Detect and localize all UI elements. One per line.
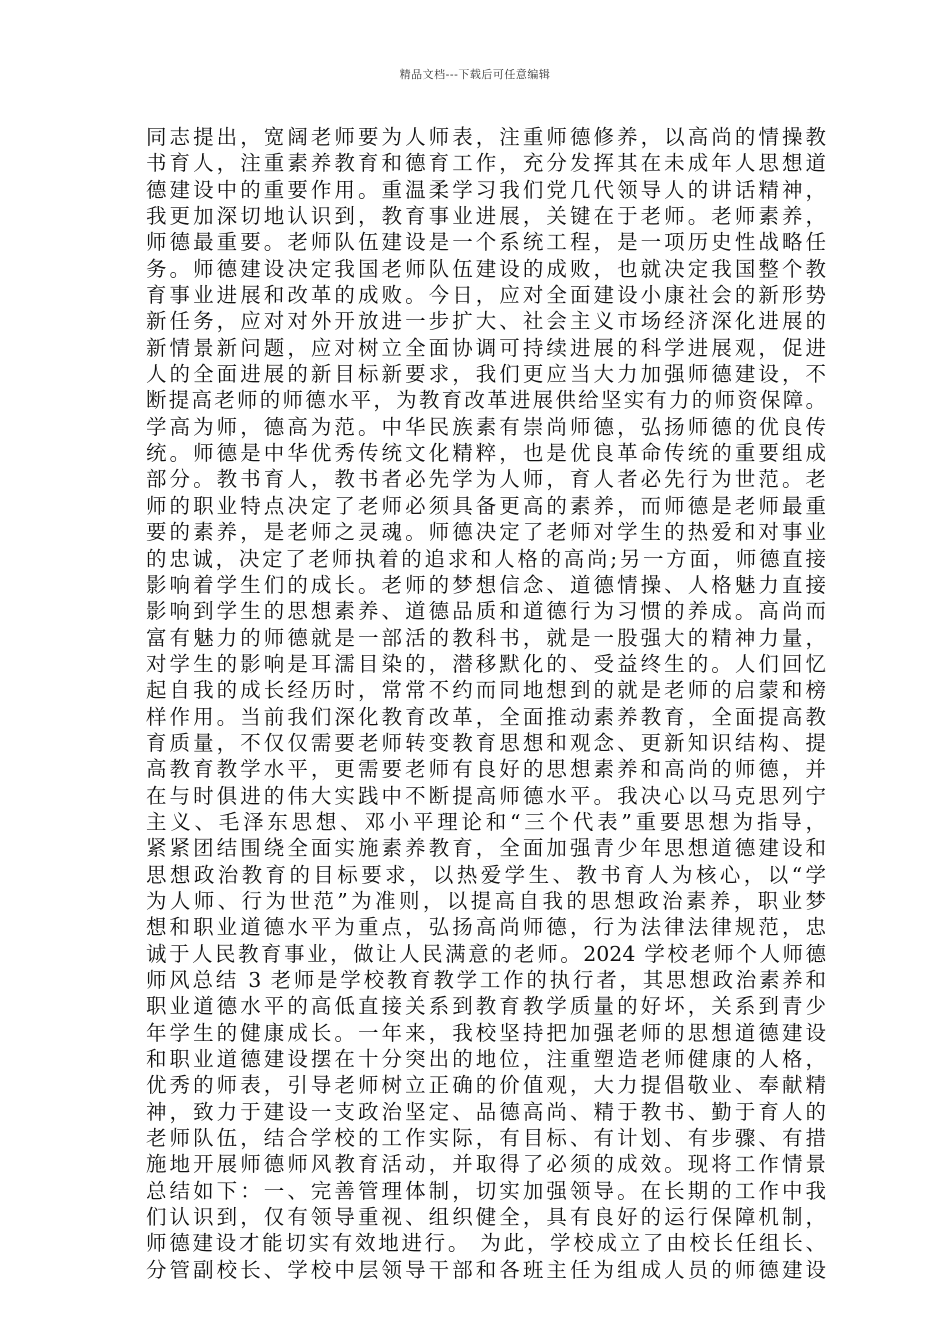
body-text-line: 影响着学生们的成长。老师的梦想信念、道德情操、人格魅力直接 [146, 572, 826, 597]
body-text-line: 统。师德是中华优秀传统文化精粹，也是优良革命传统的重要组成 [146, 441, 826, 466]
body-text-line: 分管副校长、学校中层领导干部和各班主任为组成人员的师德建设 [146, 1257, 826, 1282]
body-text-line: 为人师、行为世范”为准则，以提高自我的思想政治素养，职业梦 [146, 888, 826, 913]
body-text-line: 思想政治教育的目标要求，以热爱学生、教书育人为核心，以“学 [146, 862, 826, 887]
body-text-line: 们认识到，仅有领导重视、组织健全，具有良好的运行保障机制， [146, 1205, 826, 1230]
body-text-line: 师德建设才能切实有效地进行。 为此，学校成立了由校长任组长、 [146, 1231, 826, 1256]
body-text-line: 高教育教学水平，更需要老师有良好的思想素养和高尚的师德，并 [146, 757, 826, 782]
body-text-line: 诚于人民教育事业，做让人民满意的老师。2024 学校老师个人师德 [146, 941, 826, 966]
body-text-line: 师风总结 3 老师是学校教育教学工作的执行者，其思想政治素养和 [146, 968, 826, 992]
body-text-line: 起自我的成长经历时，常常不约而同地想到的就是老师的启蒙和榜 [146, 678, 826, 703]
body-text-line: 总结如下：一、完善管理体制，切实加强领导。在长期的工作中我 [146, 1178, 826, 1203]
body-text-line: 影响到学生的思想素养、道德品质和道德行为习惯的养成。高尚而 [146, 599, 826, 624]
body-text-line: 部分。教书育人，教书者必先学为人师，育人者必先行为世范。老 [146, 467, 826, 492]
body-text-line: 要的素养，是老师之灵魂。师德决定了老师对学生的热爱和对事业 [146, 520, 826, 545]
body-text-line: 年学生的健康成长。一年来，我校坚持把加强老师的思想道德建设 [146, 1020, 826, 1045]
body-text-line: 样作用。当前我们深化教育改革，全面推动素养教育，全面提高教 [146, 704, 826, 729]
body-text-line: 师的职业特点决定了老师必须具备更高的素养，而师德是老师最重 [146, 493, 826, 518]
body-text-line: 在与时俱进的伟大实践中不断提高师德水平。我决心以马克思列宁 [146, 783, 826, 808]
body-text-line: 同志提出，宽阔老师要为人师表，注重师德修养，以高尚的情操教 [146, 125, 826, 149]
body-text-line: 断提高老师的师德水平，为教育改革进展供给坚实有力的师资保障。 [146, 388, 826, 413]
body-text-line: 想和职业道德水平为重点，弘扬高尚师德，行为法律法律规范，忠 [146, 915, 826, 940]
body-text-line: 书育人，注重素养教育和德育工作，充分发挥其在未成年人思想道 [146, 151, 826, 176]
body-text-line: 富有魅力的师德就是一部活的教科书，就是一股强大的精神力量， [146, 625, 826, 650]
page-header: 精品文档---下载后可任意编辑 [399, 68, 551, 81]
body-text-line: 主义、毛泽东思想、邓小平理论和“三个代表”重要思想为指导， [146, 809, 826, 834]
body-text-line: 老师队伍，结合学校的工作实际，有目标、有计划、有步骤、有措 [146, 1126, 826, 1151]
body-text-line: 神，致力于建设一支政治坚定、品德高尚、精于教书、勤于育人的 [146, 1099, 826, 1124]
body-text-line: 优秀的师表，引导老师树立正确的价值观，大力提倡敬业、奉献精 [146, 1073, 826, 1098]
body-text-line: 对学生的影响是耳濡目染的，潜移默化的、受益终生的。人们回忆 [146, 651, 826, 676]
body-text-line: 学高为师，德高为范。中华民族素有崇尚师德，弘扬师德的优良传 [146, 414, 826, 439]
body-text-line: 育质量，不仅仅需要老师转变教育思想和观念、更新知识结构、提 [146, 730, 826, 755]
body-text-line: 和职业道德建设摆在十分突出的地位，注重塑造老师健康的人格， [146, 1047, 826, 1072]
body-text-line: 紧紧团结围绕全面实施素养教育，全面加强青少年思想道德建设和 [146, 836, 826, 861]
body-text-line: 育事业进展和改革的成败。今日，应对全面建设小康社会的新形势 [146, 283, 826, 308]
body-text-line: 新任务，应对对外开放进一步扩大、社会主义市场经济深化进展的 [146, 309, 826, 334]
body-text-line: 师德最重要。老师队伍建设是一个系统工程，是一项历史性战略任 [146, 230, 826, 255]
body-text-line: 施地开展师德师风教育活动，并取得了必须的成效。现将工作情景 [146, 1152, 826, 1177]
body-text-line: 新情景新问题，应对树立全面协调可持续进展的科学进展观，促进 [146, 335, 826, 360]
document-body [146, 124, 826, 1283]
body-text-line: 我更加深切地认识到，教育事业进展，关键在于老师。老师素养， [146, 204, 826, 229]
body-text-line: 德建设中的重要作用。重温柔学习我们党几代领导人的讲话精神， [146, 177, 826, 202]
body-text-line: 职业道德水平的高低直接关系到教育教学质量的好坏，关系到青少 [146, 994, 826, 1019]
body-text-line: 人的全面进展的新目标新要求，我们更应当大力加强师德建设，不 [146, 362, 826, 387]
body-text-line: 务。师德建设决定我国老师队伍建设的成败，也就决定我国整个教 [146, 256, 826, 281]
body-text-line: 的忠诚，决定了老师执着的追求和人格的高尚;另一方面，师德直接 [146, 546, 826, 571]
